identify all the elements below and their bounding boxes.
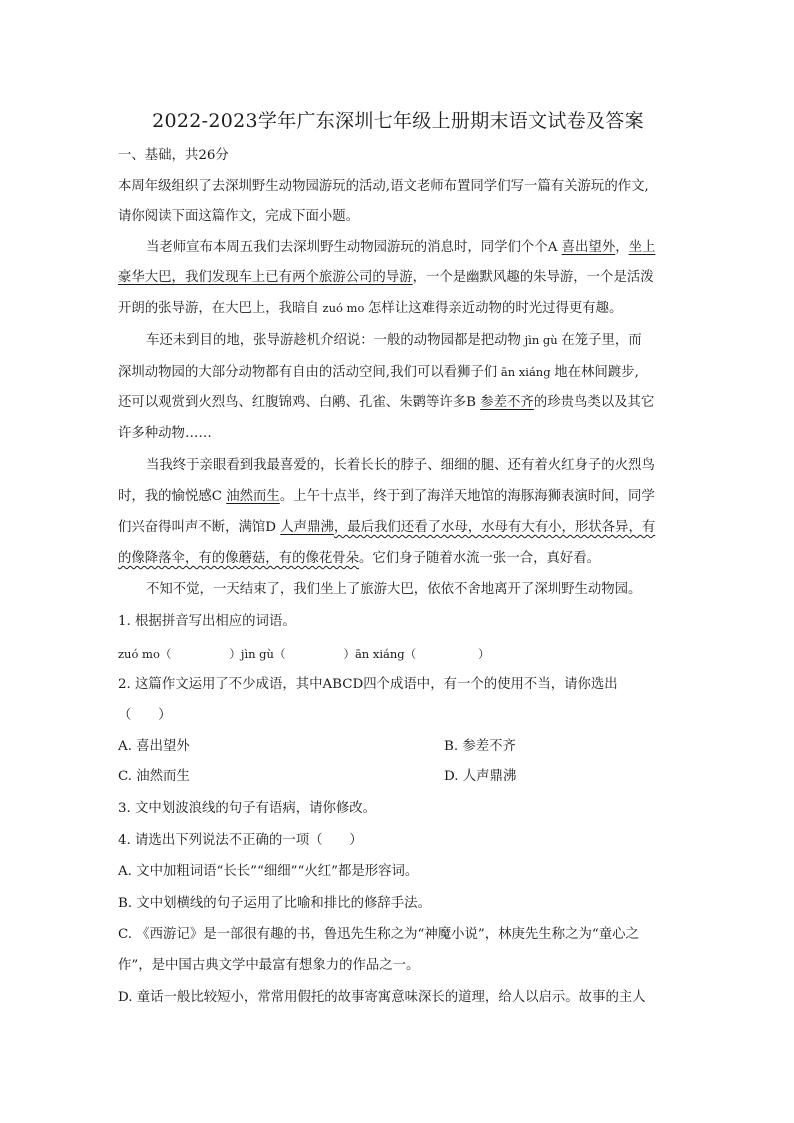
para4-line-1: 不知不觉，一天结束了，我们坐上了旅游大巴，依依不舍地离开了深圳野生动物园。 bbox=[146, 582, 642, 597]
para3-line-1: 当我终于亲眼看到我最喜爱的，长着长长的脖子、细细的腿、还有着火红身子的火烈鸟 bbox=[146, 458, 655, 473]
text: 开朗的张导游，在大巴上，我暗自 bbox=[118, 301, 319, 316]
q4-option-c-line-2: 作”，是中国古典文学中最富有想象力的作品之一。 bbox=[118, 958, 420, 973]
para2-line-4: 许多种动物…… bbox=[118, 426, 212, 441]
text: 。它们身子随着水流一张一合，真好看。 bbox=[359, 551, 601, 566]
wavy-sentence: 的像降落伞，有的像蘑菇，有的像花骨朵 bbox=[118, 551, 360, 566]
text: 深圳动物园的大部分动物都有自由的活动空间,我们可以看狮子们 bbox=[118, 365, 498, 380]
pinyin: jìn gù bbox=[520, 333, 562, 347]
para3-line-4 bbox=[118, 549, 600, 569]
para3-line-2 bbox=[118, 487, 655, 507]
q4-stem: 4. 请选出下列说法不正确的一项（ ） bbox=[118, 833, 363, 848]
para1-line-3 bbox=[118, 298, 622, 319]
text: 怎样让这难得亲近动物的时光过得更有趣。 bbox=[368, 301, 623, 316]
q4-option-a[interactable]: A. 文中加粗词语“长长”“细细”“火红”都是形容词。 bbox=[118, 864, 419, 879]
q3-stem: 3. 文中划波浪线的句子有语病，请你修改。 bbox=[118, 801, 377, 816]
page-title: 2022-2023学年广东深圳七年级上册期末语文试卷及答案 bbox=[152, 110, 644, 132]
q2-stem: 2. 这篇作文运用了不少成语，其中ABCD四个成语中，有一个的使用不当，请你选出 bbox=[118, 677, 618, 692]
text: 在笼子里，而 bbox=[561, 333, 642, 348]
q2-option-a[interactable]: A. 喜出望外 bbox=[118, 739, 190, 754]
pinyin: ān xiáng bbox=[497, 365, 555, 379]
q4-option-c-line-1[interactable]: C. 《西游记》是一部很有趣的书，鲁迅先生称之为“神魔小说”，林庚先生称之为“童心之 bbox=[118, 927, 639, 942]
q4-option-b[interactable]: B. 文中划横线的句子运用了比喻和排比的修辞手法。 bbox=[118, 896, 431, 911]
text: 车还未到目的地，张导游趁机介绍说：一般的动物园都是把动物 bbox=[146, 333, 521, 348]
text: 时，我的愉悦感C bbox=[118, 489, 227, 504]
text: ， bbox=[615, 240, 629, 255]
pinyin: zuó mo bbox=[318, 301, 369, 315]
text: 当老师宣布本周五我们去深圳野生动物园游玩的消息时，同学们个个A bbox=[146, 240, 562, 255]
q2-option-c[interactable]: C. 油然而生 bbox=[118, 769, 190, 784]
para3-line-3 bbox=[118, 518, 655, 538]
text: 地在林间踱步, bbox=[554, 365, 639, 380]
para2-line-2 bbox=[118, 362, 639, 383]
q1-stem: 1. 根据拼音写出相应的词语。 bbox=[118, 614, 296, 629]
text: 还可以观赏到火烈鸟、红腹锦鸡、白鹇、孔雀、朱鹮等许多B bbox=[118, 395, 481, 410]
pinyin: zuó mo（ bbox=[118, 647, 172, 661]
q2-answer-paren[interactable]: （ ） bbox=[118, 708, 172, 723]
para2-line-3 bbox=[118, 393, 654, 413]
para1-line-1 bbox=[118, 238, 655, 258]
q2-option-d[interactable]: D. 人声鼎沸 bbox=[444, 769, 517, 784]
idiom-d: 人声鼎沸 bbox=[280, 520, 334, 535]
intro-line-1: 本周年级组织了去深圳野生动物园游玩的活动,语文老师布置同学们写一篇有关游玩的作文, bbox=[118, 179, 649, 194]
q2-option-b[interactable]: B. 参差不齐 bbox=[444, 739, 516, 754]
q4-option-d[interactable]: D. 童话一般比较短小，常常用假托的故事寄寓意味深长的道理，给人以启示。故事的主人 bbox=[118, 990, 646, 1005]
text: 的珍贵鸟类以及其它 bbox=[533, 395, 655, 410]
text: 。上午十点半，终于到了海洋天地馆的海豚海狮表演时间，同学 bbox=[279, 489, 655, 504]
idiom-a: 喜出望外 bbox=[561, 240, 616, 255]
pinyin: ） bbox=[478, 647, 490, 661]
idiom-c: 油然而生 bbox=[226, 489, 280, 504]
para1-line-2 bbox=[118, 268, 654, 288]
underlined-sentence: 豪华大巴，我们发现车上已有两个旅游公司的导游 bbox=[118, 270, 413, 285]
wavy-sentence: ，最后我们还看了水母，水母有大有小，形状各异，有 bbox=[333, 520, 656, 535]
text: ，一个是幽默风趣的朱导游，一个是活泼 bbox=[412, 270, 654, 285]
q1-answer-line bbox=[118, 644, 490, 664]
pinyin: ）jìn gù（ bbox=[229, 647, 286, 661]
text: 们兴奋得叫声不断，满馆D bbox=[118, 520, 281, 535]
para2-line-1 bbox=[118, 330, 642, 351]
pinyin: ）ān xiáng（ bbox=[343, 647, 417, 661]
underlined-sentence: 坐上 bbox=[628, 240, 656, 255]
idiom-b: 参差不齐 bbox=[480, 395, 534, 410]
intro-line-2: 请你阅读下面这篇作文，完成下面小题。 bbox=[118, 209, 360, 224]
section-heading: 一、基础，共26分 bbox=[118, 148, 229, 163]
